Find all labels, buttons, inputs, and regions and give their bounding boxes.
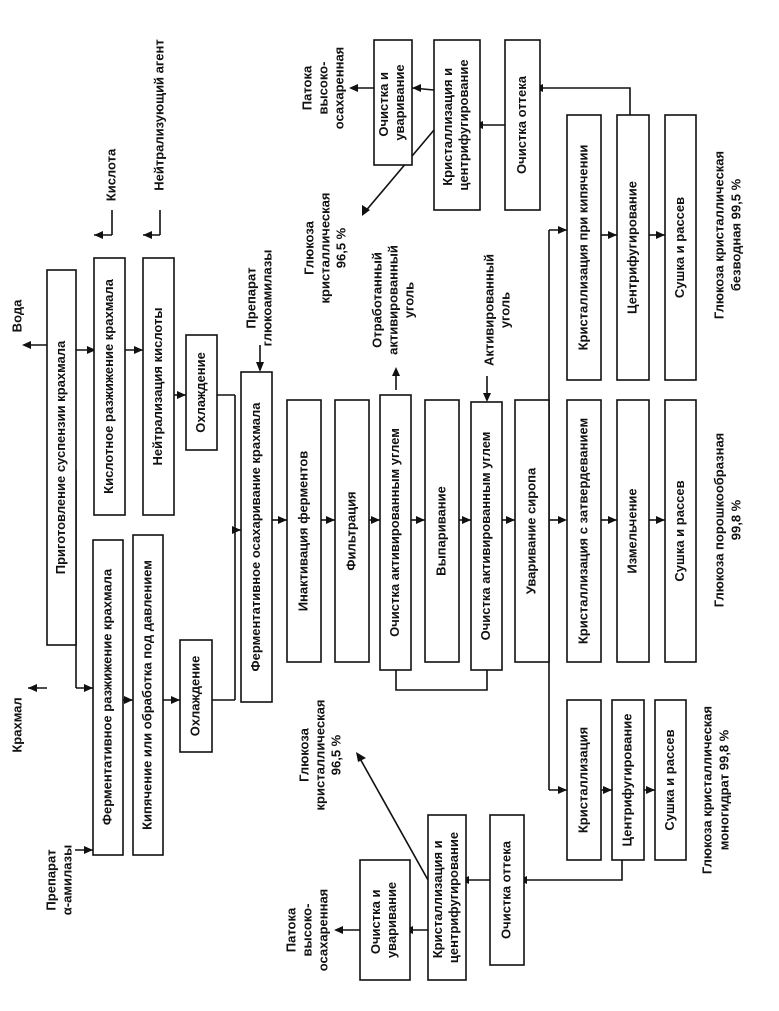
box-label-line-2: центрифугирование (456, 59, 472, 191)
input-alpha-amylase-line-2: α-амилазы (59, 844, 75, 916)
process-box-inactivation (287, 400, 321, 662)
box-label: Очистка активированным углем (386, 428, 402, 637)
box-label-line-1: Кристаллизация и (430, 840, 446, 959)
box-label-line-1: Очистка и (376, 72, 392, 137)
product-line-1: Патока (283, 907, 299, 953)
box-label: Охлаждение (192, 352, 208, 433)
product-line-3: 96,5 % (328, 734, 344, 776)
box-label: Кристаллизация при кипячении (575, 144, 591, 351)
process-box-cryst-centrif-top (434, 40, 480, 210)
product-line-2: моногидрат 99,8 % (716, 729, 732, 851)
product-line-2: высоко- (299, 903, 315, 957)
process-box-syrup (515, 400, 549, 662)
box-label-line-1: Очистка и (368, 889, 384, 955)
box-label: Измельчение (624, 488, 640, 574)
product-powder-glucose (711, 433, 743, 608)
product-line-2: высоко- (315, 61, 331, 115)
box-label: Сушка и рассев (671, 196, 687, 299)
box-label: Нейтрализация кислоты (149, 307, 165, 466)
process-box-crystallization-boiling (567, 115, 601, 380)
product-line-1: Глюкоза кристаллическая (699, 705, 715, 875)
box-label: Сушка и рассев (661, 729, 677, 831)
input-alpha-amylase-line-1: Препарат (43, 849, 59, 911)
box-label: Охлаждение (187, 655, 203, 737)
process-box-cryst-centrif-bottom (428, 815, 466, 980)
box-label: Кристаллизация (575, 726, 591, 834)
product-line-2: 99,8 % (728, 499, 744, 541)
process-box-boiling (133, 535, 163, 855)
spent-carbon-line-2: активированный (385, 245, 401, 355)
box-label-line-2: уваривание (384, 881, 400, 959)
box-label: Уваривание сиропа (523, 467, 539, 595)
box-label (368, 882, 399, 958)
process-box-crystallization-bottom (567, 700, 601, 860)
process-box-drying-monohydrate (655, 700, 686, 860)
product-line-1: Глюкоза (296, 728, 312, 782)
input-alpha-amylase (43, 845, 74, 915)
process-box-molasses-clean-top (505, 40, 540, 210)
box-label (376, 64, 407, 140)
activated-carbon-line-2: уголь (497, 291, 513, 329)
process-box-crystallization-solid (567, 400, 601, 662)
product-glucose-bottom (296, 700, 343, 811)
output-spent-carbon (369, 245, 416, 355)
box-label: Кислотное разжижение крахмала (100, 279, 116, 494)
process-box-centrifugation-bottom (612, 700, 644, 860)
activated-carbon-line-1: Активированный (481, 254, 497, 366)
box-label: Центрифугирование (624, 181, 640, 314)
product-line-2: кристаллическая (312, 699, 328, 811)
process-box-suspension (47, 270, 76, 645)
process-box-drying-powder (665, 400, 696, 662)
process-box-saccharification (241, 372, 272, 702)
input-activated-carbon (481, 254, 512, 366)
product-molasses-top (299, 47, 346, 130)
spent-carbon-line-3: уголь (401, 281, 417, 319)
box-label: Центрифугирование (619, 713, 635, 847)
process-box-carbon-2 (471, 402, 502, 670)
process-box-clean-boil-bottom (360, 860, 410, 980)
product-line-1: Глюкоза (301, 221, 317, 275)
box-label (440, 59, 471, 190)
product-anhydrous-glucose (711, 151, 743, 319)
product-monohydrate-glucose (699, 706, 731, 874)
box-label (430, 832, 461, 963)
input-acid: Кислота (103, 148, 119, 202)
product-line-2: безводная 99,5 % (728, 178, 744, 292)
product-glucose-top (301, 193, 348, 304)
box-label: Кристаллизация с затвердеванием (575, 417, 591, 645)
process-box-acid-liquefaction (94, 258, 125, 515)
process-box-neutralization (143, 258, 174, 515)
process-box-carbon-1 (380, 395, 411, 670)
process-box-grinding (617, 400, 649, 662)
product-line-1: Патока (299, 65, 315, 111)
input-glucoamylase-line-2: глюкоамилазы (259, 249, 275, 347)
input-starch: Крахмал (9, 697, 25, 753)
input-glucoamylase (243, 250, 274, 347)
product-line-3: осахаренная (315, 888, 331, 972)
process-box-cooling-left (180, 640, 212, 752)
process-box-cooling-right (186, 335, 217, 450)
box-label: Ферментативное разжижение крахмала (99, 568, 115, 826)
process-box-filtration (335, 400, 369, 662)
process-box-enzyme-liquefaction (93, 540, 123, 855)
product-molasses-bottom (283, 889, 330, 972)
process-box-evaporation (425, 400, 459, 662)
product-line-2: кристаллическая (317, 192, 333, 304)
box-label: Очистка активированным углем (477, 431, 493, 641)
input-glucoamylase-line-1: Препарат (243, 267, 259, 329)
input-water: Вода (9, 299, 25, 333)
process-box-clean-boil-top (374, 40, 412, 165)
process-box-centrifugation-top (617, 115, 649, 380)
box-label: Фильтрация (343, 491, 359, 571)
input-neutralizer: Нейтрализующий агент (151, 39, 167, 191)
box-label-line-1: Кристаллизация и (440, 67, 456, 186)
product-line-1: Глюкоза кристаллическая (711, 150, 727, 320)
product-line-3: 96,5 % (333, 227, 349, 269)
process-box-drying-anhydrous (665, 115, 696, 380)
box-label: Сушка и рассев (671, 480, 687, 582)
box-label-line-2: уваривание (392, 64, 408, 141)
spent-carbon-line-1: Отработанный (369, 252, 385, 348)
box-label: Выпаривание (433, 486, 449, 576)
box-label: Инактивация ферментов (295, 450, 311, 612)
product-line-1: Глюкоза порошкообразная (711, 432, 727, 608)
box-label-line-2: центрифугирование (446, 831, 462, 964)
product-line-3: осахаренная (331, 46, 347, 130)
box-label: Очистка оттека (513, 76, 529, 174)
process-box-molasses-clean-bottom (490, 815, 524, 965)
box-label: Приготовление суспензии крахмала (52, 340, 68, 575)
box-label: Ферментативное осахаривание крахмала (247, 402, 263, 672)
box-label: Кипячение или обработка под давлением (139, 560, 155, 830)
box-label: Очистка оттека (498, 841, 514, 939)
